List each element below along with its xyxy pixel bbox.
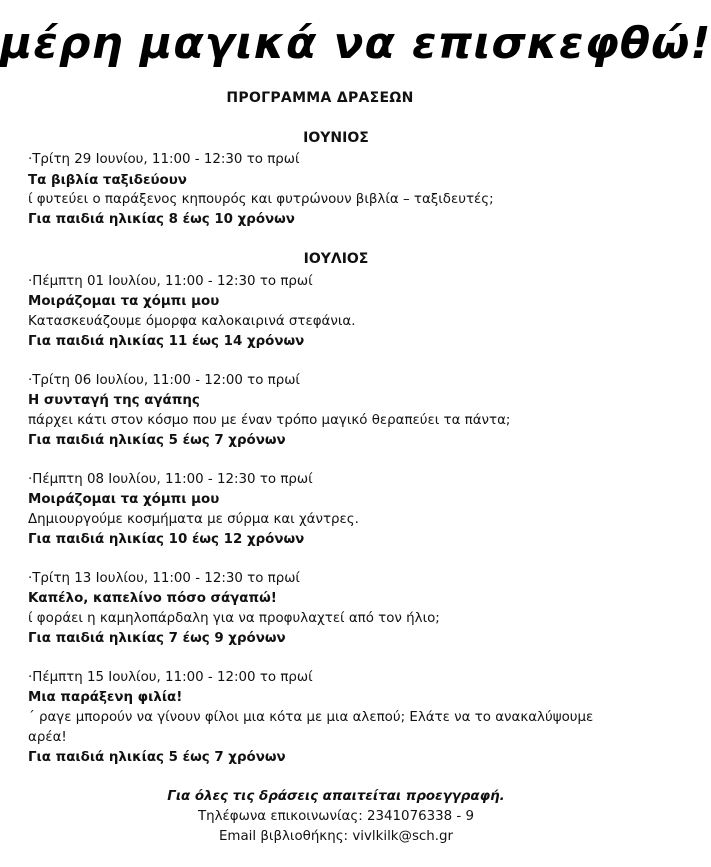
event-date: ·Πέμπτη 08 Ιουλίου, 11:00 - 12:30 το πρωί bbox=[28, 472, 313, 487]
event-age: Για παιδιά ηλικίας 7 έως 9 χρόνων bbox=[28, 631, 286, 646]
event-date: ·Πέμπτη 15 Ιουλίου, 11:00 - 12:00 το πρωί bbox=[28, 670, 313, 685]
event-description: πάρχει κάτι στον κόσμο που με έναν τρόπο μαγικό θεραπεύει τα πάντα; bbox=[28, 413, 511, 428]
event-date: ·Πέμπτη 01 Ιουλίου, 11:00 - 12:30 το πρωί bbox=[28, 274, 313, 289]
program-subtitle: ΠΡΟΓΡΑΜΜΑ ΔΡΑΣΕΩΝ bbox=[226, 90, 414, 106]
event-date: ·Τρίτη 13 Ιουλίου, 11:00 - 12:30 το πρωί bbox=[28, 571, 300, 586]
event-description: ί φοράει η καμηλοπάρδαλη για να προφυλαχτεί από τον ήλιο; bbox=[28, 611, 440, 626]
contact-email: Email βιβλιοθήκης: vivlkilk@sch.gr bbox=[218, 829, 454, 844]
event-title: Καπέλο, καπελίνο πόσο σάγαπώ! bbox=[28, 591, 277, 606]
event-title: Μοιράζομαι τα χόμπι μου bbox=[28, 492, 220, 507]
event-title: Τα βιβλία ταξιδεύουν bbox=[28, 173, 187, 188]
event-description: Κατασκευάζουμε όμορφα καλοκαιρινά στεφάνια. bbox=[28, 314, 356, 329]
event-date: ·Τρίτη 29 Ιουνίου, 11:00 - 12:30 το πρωί bbox=[28, 152, 300, 167]
registration-note: Για όλες τις δράσεις απαιτείται προεγγραφή. bbox=[167, 789, 505, 804]
event-age: Για παιδιά ηλικίας 11 έως 14 χρόνων bbox=[28, 334, 305, 349]
event-title: Μια παράξενη φιλία! bbox=[28, 690, 183, 705]
event-age: Για παιδιά ηλικίας 5 έως 7 χρόνων bbox=[28, 433, 286, 448]
event-description: ί φυτεύει ο παράξενος κηπουρός και φυτρώνουν βιβλία – ταξιδευτές; bbox=[28, 192, 494, 207]
event-title: Η συνταγή της αγάπης bbox=[28, 393, 200, 408]
contact-phones: Τηλέφωνα επικοινωνίας: 2341076338 - 9 bbox=[197, 809, 475, 824]
event-age: Για παιδιά ηλικίας 10 έως 12 χρόνων bbox=[28, 532, 305, 547]
month-heading-june: ΙΟΥΝΙΟΣ bbox=[303, 130, 369, 146]
event-description-continued: αρέα! bbox=[28, 730, 67, 745]
page-title: μέρη μαγικά να επισκεφθώ! bbox=[0, 18, 711, 69]
event-description: ΄ ραγε μπορούν να γίνουν φίλοι μια κότα με μια αλεπού; Ελάτε να το ανακαλύψουμε bbox=[28, 710, 594, 725]
event-date: ·Τρίτη 06 Ιουλίου, 11:00 - 12:00 το πρωί bbox=[28, 373, 300, 388]
event-description: Δημιουργούμε κοσμήματα με σύρμα και χάντρες. bbox=[28, 512, 359, 527]
event-age: Για παιδιά ηλικίας 8 έως 10 χρόνων bbox=[28, 212, 295, 227]
event-age: Για παιδιά ηλικίας 5 έως 7 χρόνων bbox=[28, 750, 286, 765]
event-title: Μοιράζομαι τα χόμπι μου bbox=[28, 294, 220, 309]
month-heading-july: ΙΟΥΛΙΟΣ bbox=[303, 251, 369, 267]
